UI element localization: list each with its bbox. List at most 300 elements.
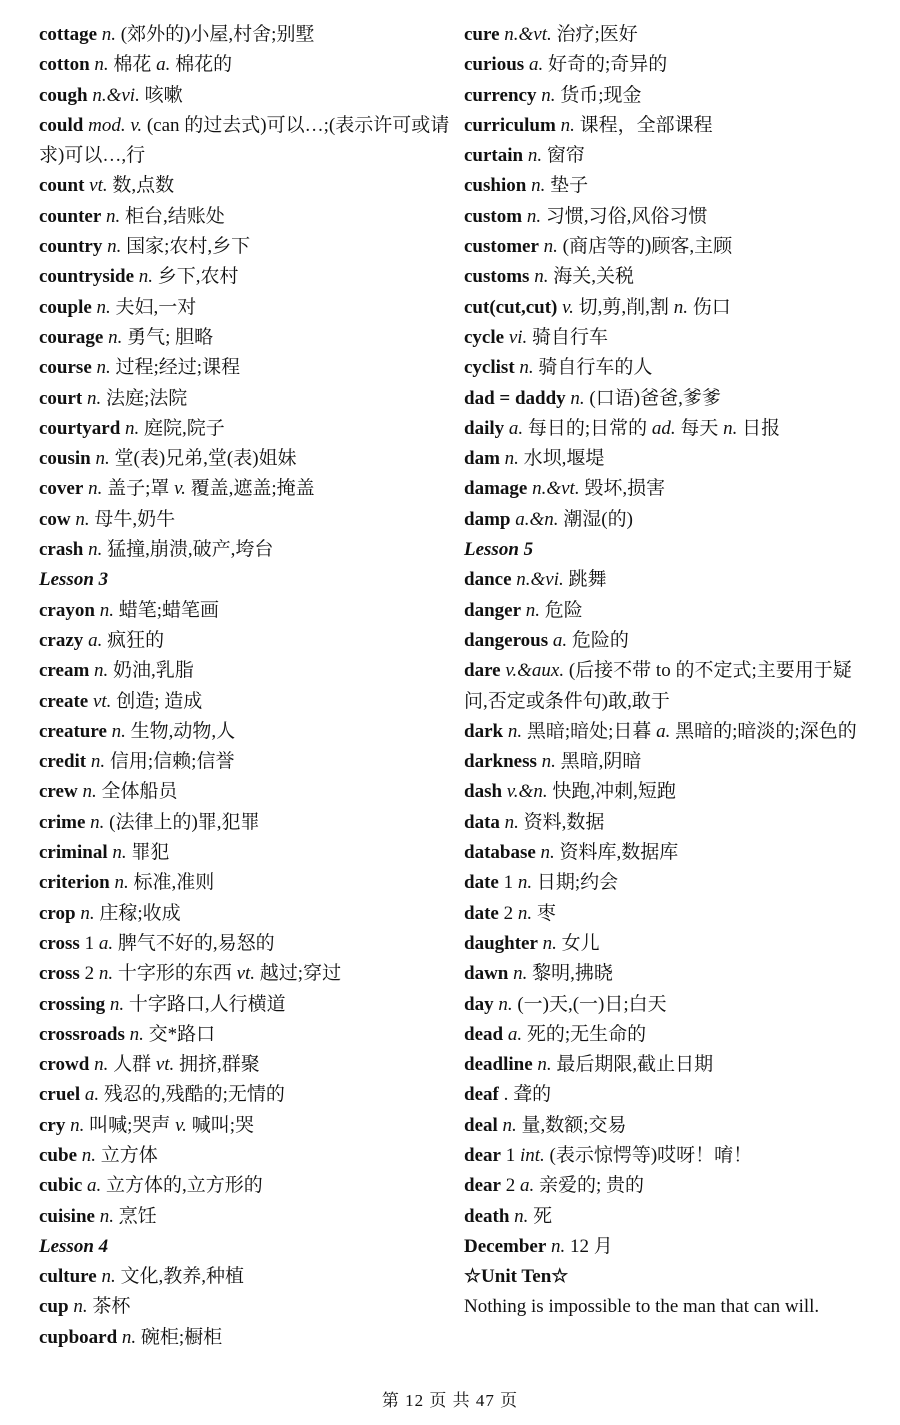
vocab-entry bbox=[39, 929, 454, 959]
headword: crazy bbox=[39, 629, 84, 651]
headword: dare bbox=[464, 660, 501, 682]
definition: 伤口 bbox=[692, 296, 731, 318]
headword: daily bbox=[464, 417, 505, 439]
vocab-entry bbox=[464, 171, 874, 201]
vocab-entry bbox=[39, 1111, 454, 1141]
part-of-speech: n. bbox=[560, 114, 575, 136]
headword: couple bbox=[39, 296, 92, 318]
definition: (can 的过去式)可以…;(表示许可或请求)可以…,行 bbox=[39, 114, 450, 167]
vocab-entry bbox=[39, 717, 454, 747]
definition: 习惯,习俗,风俗习惯 bbox=[545, 205, 708, 227]
definition: 夫妇,一对 bbox=[115, 296, 197, 318]
part-of-speech: n.&vi. bbox=[516, 569, 564, 591]
part-of-speech: n. bbox=[513, 963, 528, 985]
vocab-entry bbox=[39, 777, 454, 807]
headword: cycle bbox=[464, 326, 505, 348]
vocab-entry bbox=[464, 838, 874, 868]
headword: dance bbox=[464, 569, 512, 591]
headword: daughter bbox=[464, 932, 538, 954]
vocab-entry bbox=[39, 50, 454, 80]
part-of-speech: n. bbox=[570, 387, 585, 409]
part-of-speech: n. bbox=[108, 326, 123, 348]
definition: 勇气; 胆略 bbox=[127, 326, 214, 348]
definition: 奶油,乳脂 bbox=[113, 660, 194, 682]
headword: dam bbox=[464, 448, 500, 470]
right-column bbox=[464, 20, 874, 1323]
definition: 骑自行车的人 bbox=[538, 357, 653, 379]
definition: 疯狂的 bbox=[107, 629, 165, 651]
headword: cover bbox=[39, 478, 84, 500]
vocab-entry bbox=[464, 323, 874, 353]
part-of-speech: n. bbox=[526, 205, 542, 227]
part-of-speech: a. bbox=[88, 629, 103, 651]
sense-number: 2 bbox=[503, 902, 514, 924]
vocab-entry bbox=[39, 353, 454, 383]
headword: deadline bbox=[464, 1054, 533, 1076]
definition: 日报 bbox=[742, 417, 781, 439]
part-of-speech: n. bbox=[106, 205, 121, 227]
headword: custom bbox=[464, 205, 523, 227]
lesson-title: Lesson 3 bbox=[39, 569, 109, 591]
part-of-speech: n. bbox=[542, 932, 557, 954]
vocab-entry bbox=[39, 535, 454, 565]
part-of-speech: v.&aux. bbox=[505, 660, 565, 682]
definition: 柜台,结账处 bbox=[125, 205, 225, 227]
definition: 脾气不好的,易怒的 bbox=[117, 932, 275, 954]
definition: 女儿 bbox=[561, 932, 600, 954]
headword: cup bbox=[39, 1296, 69, 1318]
vocab-entry bbox=[39, 384, 454, 414]
part-of-speech: v. bbox=[175, 1114, 187, 1136]
definition: (口语)爸爸,爹爹 bbox=[589, 387, 721, 409]
part-of-speech: n. bbox=[525, 599, 540, 621]
vocab-entry bbox=[464, 505, 874, 535]
headword: data bbox=[464, 811, 500, 833]
vocab-entry bbox=[464, 353, 874, 383]
vocab-entry bbox=[464, 262, 874, 292]
definition: 每日的;日常的 bbox=[527, 417, 648, 439]
definition: 盖子;罩 bbox=[107, 478, 170, 500]
headword: cow bbox=[39, 508, 71, 530]
headword: curtain bbox=[464, 145, 524, 167]
part-of-speech: vt. bbox=[155, 1054, 175, 1076]
part-of-speech: n. bbox=[723, 417, 738, 439]
definition: 课程，全部课程 bbox=[579, 114, 713, 136]
headword: counter bbox=[39, 205, 102, 227]
left-column bbox=[39, 20, 454, 1353]
part-of-speech: n. bbox=[80, 902, 95, 924]
vocab-entry bbox=[39, 171, 454, 201]
sense-number: 2 bbox=[505, 1175, 516, 1197]
headword: date bbox=[464, 902, 499, 924]
vocab-entry bbox=[464, 808, 874, 838]
vocab-entry bbox=[464, 50, 874, 80]
definition: 十字路口,人行横道 bbox=[128, 993, 286, 1015]
definition: 垫子 bbox=[550, 175, 589, 197]
part-of-speech: n. bbox=[87, 387, 102, 409]
part-of-speech: n.&vt. bbox=[532, 478, 580, 500]
definition: 猛撞,崩溃,破产,垮台 bbox=[107, 539, 274, 561]
vocab-entry bbox=[464, 990, 874, 1020]
headword: cousin bbox=[39, 448, 91, 470]
headword: cross bbox=[39, 963, 80, 985]
part-of-speech: vt. bbox=[89, 175, 108, 197]
vocab-entry bbox=[39, 111, 454, 172]
sense-number: 1 bbox=[84, 932, 95, 954]
vocab-entry bbox=[464, 596, 874, 626]
vocab-entry bbox=[39, 687, 454, 717]
lesson-heading bbox=[39, 565, 454, 595]
part-of-speech: v.&n. bbox=[506, 781, 548, 803]
part-of-speech: n. bbox=[502, 1114, 517, 1136]
headword: criterion bbox=[39, 872, 110, 894]
definition: 庭院,院子 bbox=[144, 417, 225, 439]
vocab-entry bbox=[464, 717, 874, 747]
vocab-entry bbox=[39, 1141, 454, 1171]
part-of-speech: n. bbox=[70, 1114, 85, 1136]
vocab-entry bbox=[464, 1171, 874, 1201]
part-of-speech: n. bbox=[504, 448, 519, 470]
vocab-entry bbox=[464, 414, 874, 444]
definition: 蜡笔;蜡笔画 bbox=[118, 599, 219, 621]
part-of-speech: n. bbox=[138, 266, 153, 288]
definition: 黑暗的;暗淡的;深色的 bbox=[675, 720, 857, 742]
definition: 黑暗,阴暗 bbox=[560, 751, 642, 773]
sense-number: 1 bbox=[503, 872, 514, 894]
vocab-entry bbox=[39, 232, 454, 262]
definition: 十字形的东西 bbox=[117, 963, 232, 985]
vocab-entry bbox=[39, 202, 454, 232]
definition: 堂(表)兄弟,堂(表)姐妹 bbox=[114, 448, 297, 470]
vocab-entry bbox=[39, 1171, 454, 1201]
headword: dead bbox=[464, 1023, 504, 1045]
vocab-entry bbox=[464, 747, 874, 777]
part-of-speech: n.&vi. bbox=[92, 84, 140, 106]
headword: cube bbox=[39, 1144, 77, 1166]
vocab-entry bbox=[464, 1202, 874, 1232]
definition: (表示惊愕等)哎呀！唷！ bbox=[549, 1144, 753, 1166]
motto-line bbox=[464, 1292, 874, 1322]
lesson-title: Lesson 5 bbox=[464, 539, 534, 561]
part-of-speech: a. bbox=[528, 54, 544, 76]
headword: culture bbox=[39, 1266, 97, 1288]
headword: cross bbox=[39, 932, 80, 954]
part-of-speech: v. bbox=[174, 478, 186, 500]
definition: 资料,数据 bbox=[523, 811, 605, 833]
part-of-speech: a.&n. bbox=[515, 508, 559, 530]
part-of-speech: ad. bbox=[651, 417, 676, 439]
headword: dad = daddy bbox=[464, 387, 566, 409]
part-of-speech: vi. bbox=[508, 326, 528, 348]
vocab-entry bbox=[39, 1020, 454, 1050]
part-of-speech: n. bbox=[101, 1266, 116, 1288]
definition: 切,剪,削,割 bbox=[578, 296, 669, 318]
vocab-entry bbox=[39, 323, 454, 353]
headword: currency bbox=[464, 84, 537, 106]
part-of-speech: n. bbox=[94, 1054, 109, 1076]
vocab-entry bbox=[39, 262, 454, 292]
vocab-entry bbox=[39, 596, 454, 626]
definition: 庄稼;收成 bbox=[99, 902, 181, 924]
headword: danger bbox=[464, 599, 521, 621]
part-of-speech: n. bbox=[81, 1144, 96, 1166]
vocab-entry bbox=[39, 20, 454, 50]
definition: 交*路口 bbox=[148, 1023, 216, 1045]
part-of-speech: n. bbox=[99, 1205, 114, 1227]
headword: court bbox=[39, 387, 83, 409]
vocab-entry bbox=[39, 808, 454, 838]
headword: darkness bbox=[464, 751, 537, 773]
definition: 枣 bbox=[536, 902, 556, 924]
vocab-entry bbox=[39, 1262, 454, 1292]
vocab-entry bbox=[39, 1292, 454, 1322]
vocab-entry bbox=[464, 20, 874, 50]
definition: 法庭;法院 bbox=[106, 387, 188, 409]
headword: deaf bbox=[464, 1084, 499, 1106]
definition: 生物,动物,人 bbox=[130, 720, 236, 742]
part-of-speech: n. bbox=[534, 266, 549, 288]
part-of-speech: n. bbox=[551, 1235, 566, 1257]
headword: count bbox=[39, 175, 85, 197]
headword: curious bbox=[464, 54, 525, 76]
definition: (法律上的)罪,犯罪 bbox=[109, 811, 260, 833]
vocab-entry bbox=[464, 1141, 874, 1171]
part-of-speech: n. bbox=[99, 599, 114, 621]
headword: December bbox=[464, 1235, 547, 1257]
definition: 创造; 造成 bbox=[116, 690, 203, 712]
headword: cry bbox=[39, 1114, 66, 1136]
part-of-speech: n. bbox=[101, 24, 117, 45]
definition: 标准,准则 bbox=[133, 872, 215, 894]
definition: 立方体的,立方形的 bbox=[106, 1175, 263, 1197]
headword: cruel bbox=[39, 1084, 81, 1106]
vocab-entry bbox=[39, 1323, 454, 1353]
headword: dawn bbox=[464, 963, 509, 985]
vocab-entry bbox=[464, 293, 874, 323]
part-of-speech: a. bbox=[98, 932, 114, 954]
vocab-entry bbox=[464, 565, 874, 595]
definition: 好奇的;奇异的 bbox=[547, 54, 668, 76]
vocab-entry bbox=[464, 1111, 874, 1141]
headword: crossroads bbox=[39, 1023, 125, 1045]
definition: 乡下,农村 bbox=[157, 266, 239, 288]
definition: 潮湿(的) bbox=[563, 508, 633, 530]
lesson-heading bbox=[464, 535, 874, 565]
part-of-speech: n. bbox=[82, 781, 97, 803]
part-of-speech: n. bbox=[107, 236, 122, 258]
part-of-speech: n. bbox=[519, 357, 534, 379]
headword: cotton bbox=[39, 54, 90, 76]
headword: country bbox=[39, 236, 103, 258]
part-of-speech: a. bbox=[508, 417, 524, 439]
lesson-heading bbox=[39, 1232, 454, 1262]
part-of-speech: n. bbox=[98, 963, 114, 985]
part-of-speech: int. bbox=[519, 1144, 545, 1166]
part-of-speech: mod. v. bbox=[88, 114, 143, 136]
sense-number: 2 bbox=[84, 963, 95, 985]
vocab-entry bbox=[39, 868, 454, 898]
definition: (后接不带 to 的不定式;主要用于疑问,否定或条件句)敢,敢于 bbox=[464, 660, 852, 712]
vocab-entry bbox=[39, 959, 454, 989]
headword: cushion bbox=[464, 175, 527, 197]
definition: 棉花 bbox=[113, 54, 152, 76]
headword: dash bbox=[464, 781, 503, 803]
vocab-entry bbox=[464, 232, 874, 262]
part-of-speech: n. bbox=[121, 1326, 137, 1348]
definition: 越过;穿过 bbox=[259, 963, 342, 985]
definition: 国家;农村,乡下 bbox=[126, 236, 251, 258]
definition: 人群 bbox=[113, 1054, 152, 1076]
definition: 亲爱的; 贵的 bbox=[538, 1175, 644, 1197]
definition: (商店等的)顾客,主顾 bbox=[562, 236, 733, 258]
definition: 茶杯 bbox=[92, 1296, 131, 1318]
part-of-speech: n. bbox=[514, 1205, 529, 1227]
headword: cyclist bbox=[464, 357, 515, 379]
headword: cubic bbox=[39, 1175, 83, 1197]
vocab-entry bbox=[39, 505, 454, 535]
headword: countryside bbox=[39, 266, 134, 288]
headword: damp bbox=[464, 508, 511, 530]
part-of-speech: n. bbox=[504, 811, 519, 833]
part-of-speech: n. bbox=[527, 145, 543, 167]
vocab-entry bbox=[464, 202, 874, 232]
vocab-entry bbox=[39, 1202, 454, 1232]
headword: create bbox=[39, 690, 89, 712]
headword: cut(cut,cut) bbox=[464, 296, 558, 318]
headword: date bbox=[464, 872, 499, 894]
definition: 罪犯 bbox=[131, 842, 170, 864]
definition: . 聋的 bbox=[503, 1084, 552, 1106]
vocab-entry bbox=[464, 1080, 874, 1110]
part-of-speech: a. bbox=[507, 1023, 523, 1045]
definition: 黎明,拂晓 bbox=[532, 963, 613, 985]
part-of-speech: a. bbox=[656, 720, 671, 742]
vocab-entry bbox=[39, 626, 454, 656]
headword: damage bbox=[464, 478, 528, 500]
part-of-speech: n. bbox=[517, 902, 533, 924]
definition: 全体船员 bbox=[101, 781, 178, 803]
part-of-speech: a. bbox=[519, 1175, 535, 1197]
part-of-speech: n. bbox=[531, 175, 546, 197]
headword: dark bbox=[464, 720, 504, 742]
vocab-entry bbox=[464, 111, 874, 141]
vocab-entry bbox=[39, 474, 454, 504]
part-of-speech: v. bbox=[562, 296, 574, 318]
part-of-speech: n. bbox=[125, 417, 140, 439]
vocab-entry bbox=[39, 293, 454, 323]
definition: 跳舞 bbox=[568, 569, 607, 591]
definition: 窗帘 bbox=[546, 145, 585, 167]
part-of-speech: n. bbox=[537, 1054, 552, 1076]
part-of-speech: n. bbox=[96, 357, 111, 379]
headword: deal bbox=[464, 1114, 498, 1136]
lesson-title: Lesson 4 bbox=[39, 1235, 109, 1257]
part-of-speech: vt. bbox=[236, 963, 256, 985]
part-of-speech: n. bbox=[90, 751, 106, 773]
definition: 骑自行车 bbox=[532, 326, 609, 348]
definition: 治疗;医好 bbox=[556, 24, 638, 45]
part-of-speech: n.&vt. bbox=[504, 24, 552, 45]
vocab-entry bbox=[464, 929, 874, 959]
definition: 毁坏,损害 bbox=[584, 478, 666, 500]
part-of-speech: n. bbox=[90, 811, 105, 833]
vocab-entry bbox=[464, 777, 874, 807]
vocab-entry bbox=[464, 1232, 874, 1262]
headword: dangerous bbox=[464, 629, 549, 651]
part-of-speech: a. bbox=[87, 1175, 102, 1197]
part-of-speech: n. bbox=[109, 993, 125, 1015]
headword: crew bbox=[39, 781, 78, 803]
part-of-speech: n. bbox=[541, 751, 556, 773]
headword: crowd bbox=[39, 1054, 90, 1076]
definition: 资料库,数据库 bbox=[559, 842, 679, 864]
definition: 文化,教养,种植 bbox=[120, 1266, 244, 1288]
definition: 立方体 bbox=[100, 1144, 158, 1166]
headword: day bbox=[464, 993, 494, 1015]
headword: database bbox=[464, 842, 536, 864]
definition: 12 月 bbox=[570, 1235, 613, 1257]
headword: crop bbox=[39, 902, 76, 924]
vocab-entry bbox=[464, 384, 874, 414]
definition: 喊叫;哭 bbox=[191, 1114, 254, 1136]
part-of-speech: n. bbox=[88, 539, 103, 561]
headword: customs bbox=[464, 266, 530, 288]
headword: cottage bbox=[39, 24, 98, 45]
vocab-entry bbox=[464, 626, 874, 656]
part-of-speech: n. bbox=[517, 872, 533, 894]
vocab-entry bbox=[39, 414, 454, 444]
vocab-entry bbox=[464, 141, 874, 171]
part-of-speech: n. bbox=[507, 720, 523, 742]
definition: 覆盖,遮盖;掩盖 bbox=[190, 478, 315, 500]
part-of-speech: n. bbox=[73, 1296, 88, 1318]
headword: could bbox=[39, 114, 84, 136]
vocab-entry bbox=[39, 747, 454, 777]
headword: dear bbox=[464, 1175, 501, 1197]
headword: dear bbox=[464, 1144, 501, 1166]
headword: credit bbox=[39, 751, 87, 773]
unit-title: ☆Unit Ten☆ bbox=[464, 1266, 569, 1288]
part-of-speech: n. bbox=[96, 296, 111, 318]
definition: 残忍的,残酷的;无情的 bbox=[103, 1084, 285, 1106]
headword: cure bbox=[464, 24, 500, 45]
definition: 每天 bbox=[680, 417, 719, 439]
definition: 黑暗;暗处;日暮 bbox=[526, 720, 652, 742]
part-of-speech: n. bbox=[75, 508, 90, 530]
motto-text: Nothing is impossible to the man that can will. bbox=[464, 1296, 820, 1318]
headword: curriculum bbox=[464, 114, 556, 136]
definition: 死 bbox=[533, 1205, 553, 1227]
definition: 叫喊;哭声 bbox=[89, 1114, 171, 1136]
definition: 咳嗽 bbox=[144, 84, 183, 106]
headword: death bbox=[464, 1205, 510, 1227]
vocab-entry bbox=[39, 656, 454, 686]
vocab-entry bbox=[464, 474, 874, 504]
headword: customer bbox=[464, 236, 539, 258]
definition: 危险 bbox=[544, 599, 583, 621]
vocab-entry bbox=[464, 959, 874, 989]
part-of-speech: n. bbox=[94, 660, 109, 682]
part-of-speech: n. bbox=[112, 842, 127, 864]
page-footer: 第 12 页 共 47 页 bbox=[381, 1391, 519, 1410]
vocab-entry bbox=[464, 656, 874, 717]
definition: 快跑,冲刺,短跑 bbox=[552, 781, 676, 803]
headword: courage bbox=[39, 326, 104, 348]
definition: 日期;约会 bbox=[536, 872, 619, 894]
definition: 烹饪 bbox=[118, 1205, 157, 1227]
vocab-entry bbox=[464, 1050, 874, 1080]
definition: 母牛,奶牛 bbox=[94, 508, 176, 530]
